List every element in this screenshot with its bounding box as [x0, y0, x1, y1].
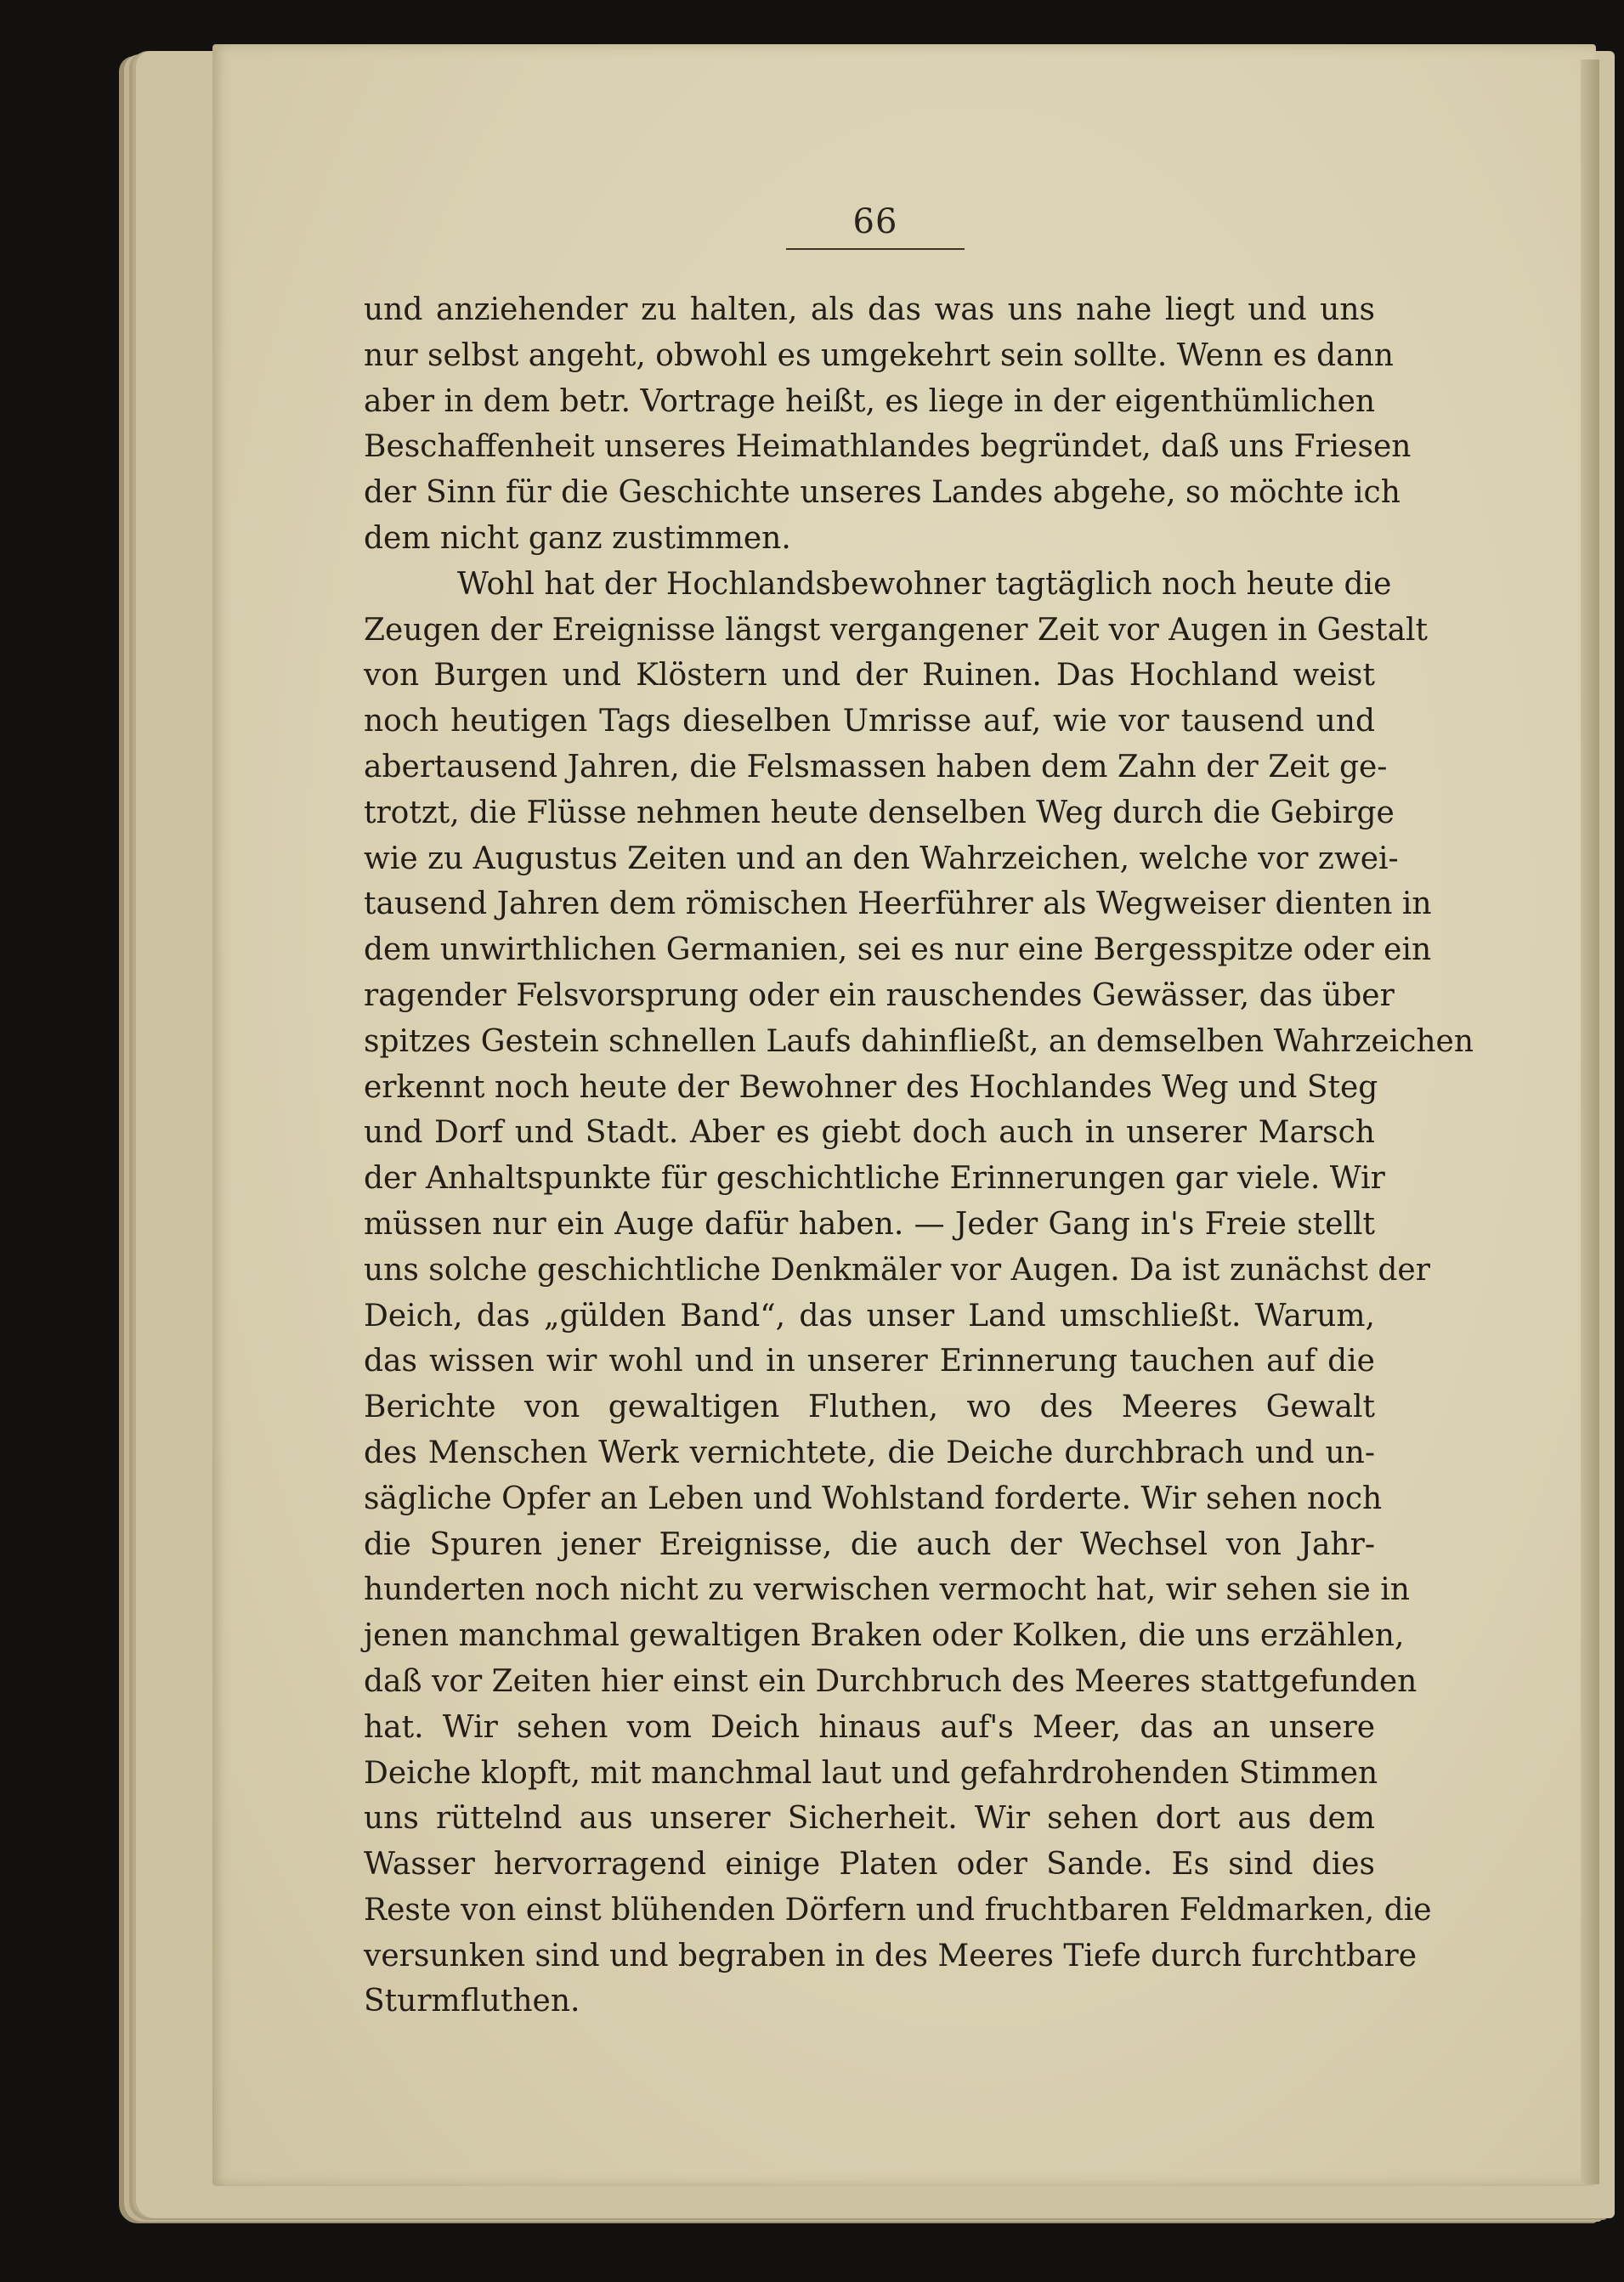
- text-line: Reste von einst blühenden Dörfern und fruchtbaren Feldmarken, die: [364, 1892, 1432, 1928]
- text-line: Wohl hat der Hochlandsbewohner tagtäglich noch heute die: [457, 566, 1392, 602]
- text-line: sägliche Opfer an Leben und Wohlstand forderte. Wir sehen noch: [364, 1481, 1383, 1516]
- text-line: Sturmfluthen.: [364, 1984, 580, 2019]
- body-text: [364, 287, 1474, 2024]
- text-line: nur selbst angeht, obwohl es umgekehrt sein sollte. Wenn es dann: [364, 337, 1394, 373]
- text-line: von Burgen und Klöstern und der Ruinen. Das Hochland weist: [364, 658, 1375, 694]
- text-line: ragender Felsvorsprung oder ein rauschendes Gewässer, das über: [364, 977, 1395, 1013]
- text-line: uns rüttelnd aus unserer Sicherheit. Wir sehen dort aus dem: [364, 1801, 1375, 1837]
- text-line: Beschaffenheit unseres Heimathlandes begründet, daß uns Friesen: [364, 429, 1412, 465]
- text-line: müssen nur ein Auge dafür haben. — Jeder Gang in's Freie stellt: [364, 1206, 1375, 1242]
- text-line: hunderten noch nicht zu verwischen vermocht hat, wir sehen sie in: [364, 1572, 1410, 1608]
- text-line: der Anhaltspunkte für geschichtliche Erinnerungen gar viele. Wir: [364, 1161, 1385, 1197]
- text-line: Berichte von gewaltigen Fluthen, wo des Meeres Gewalt: [364, 1390, 1375, 1425]
- text-line: das wissen wir wohl und in unserer Erinnerung tauchen auf die: [364, 1344, 1375, 1379]
- text-line: und anziehender zu halten, als das was uns nahe liegt und uns: [364, 292, 1375, 327]
- text-line: uns solche geschichtliche Denkmäler vor Augen. Da ist zunächst der: [364, 1252, 1430, 1288]
- text-line: des Menschen Werk vernichtete, die Deiche durchbrach und un-: [364, 1435, 1375, 1470]
- text-line: wie zu Augustus Zeiten und an den Wahrzeichen, welche vor zwei-: [364, 841, 1399, 876]
- text-line: Wasser hervorragend einige Platen oder Sande. Es sind dies: [364, 1847, 1375, 1883]
- text-line: abertausend Jahren, die Felsmassen haben dem Zahn der Zeit ge-: [364, 749, 1388, 784]
- page-number: 66: [852, 202, 898, 241]
- text-line: hat. Wir sehen vom Deich hinaus auf's Meer, das an unsere: [364, 1709, 1375, 1745]
- text-line: versunken sind und begraben in des Meeres Tiefe durch furchtbare: [364, 1938, 1417, 1973]
- page-edge: [1581, 59, 1599, 2184]
- text-line: tausend Jahren dem römischen Heerführer als Wegweiser dienten in: [364, 886, 1432, 922]
- text-line: Deich, das „gülden Band“, das unser Land umschließt. Warum,: [364, 1298, 1375, 1334]
- text-line: und Dorf und Stadt. Aber es giebt doch auch in unserer Marsch: [364, 1115, 1375, 1151]
- text-line: Zeugen der Ereignisse längst vergangener Zeit vor Augen in Gestalt: [364, 612, 1429, 648]
- text-line: jenen manchmal gewaltigen Braken oder Kolken, die uns erzählen,: [364, 1618, 1405, 1654]
- text-line: spitzes Gestein schnellen Laufs dahinfließt, an demselben Wahrzeichen: [364, 1023, 1474, 1059]
- text-line: noch heutigen Tags dieselben Umrisse auf, wie vor tausend und: [364, 704, 1375, 739]
- text-line: dem nicht ganz zustimmen.: [364, 520, 791, 556]
- text-line: die Spuren jener Ereignisse, die auch der Wechsel von Jahr-: [364, 1526, 1375, 1562]
- text-line: aber in dem betr. Vortrage heißt, es liege in der eigenthümlichen: [364, 383, 1376, 419]
- page-number-rule: [786, 248, 965, 250]
- text-line: der Sinn für die Geschichte unseres Landes abgehe, so möchte ich: [364, 475, 1400, 511]
- text-line: trotzt, die Flüsse nehmen heute denselben Weg durch die Gebirge: [364, 795, 1395, 830]
- text-line: erkennt noch heute der Bewohner des Hochlandes Weg und Steg: [364, 1069, 1378, 1105]
- text-line: daß vor Zeiten hier einst ein Durchbruch des Meeres stattgefunden: [364, 1663, 1417, 1699]
- text-line: Deiche klopft, mit manchmal laut und gefahrdrohenden Stimmen: [364, 1755, 1378, 1791]
- text-line: dem unwirthlichen Germanien, sei es nur eine Bergesspitze oder ein: [364, 932, 1432, 968]
